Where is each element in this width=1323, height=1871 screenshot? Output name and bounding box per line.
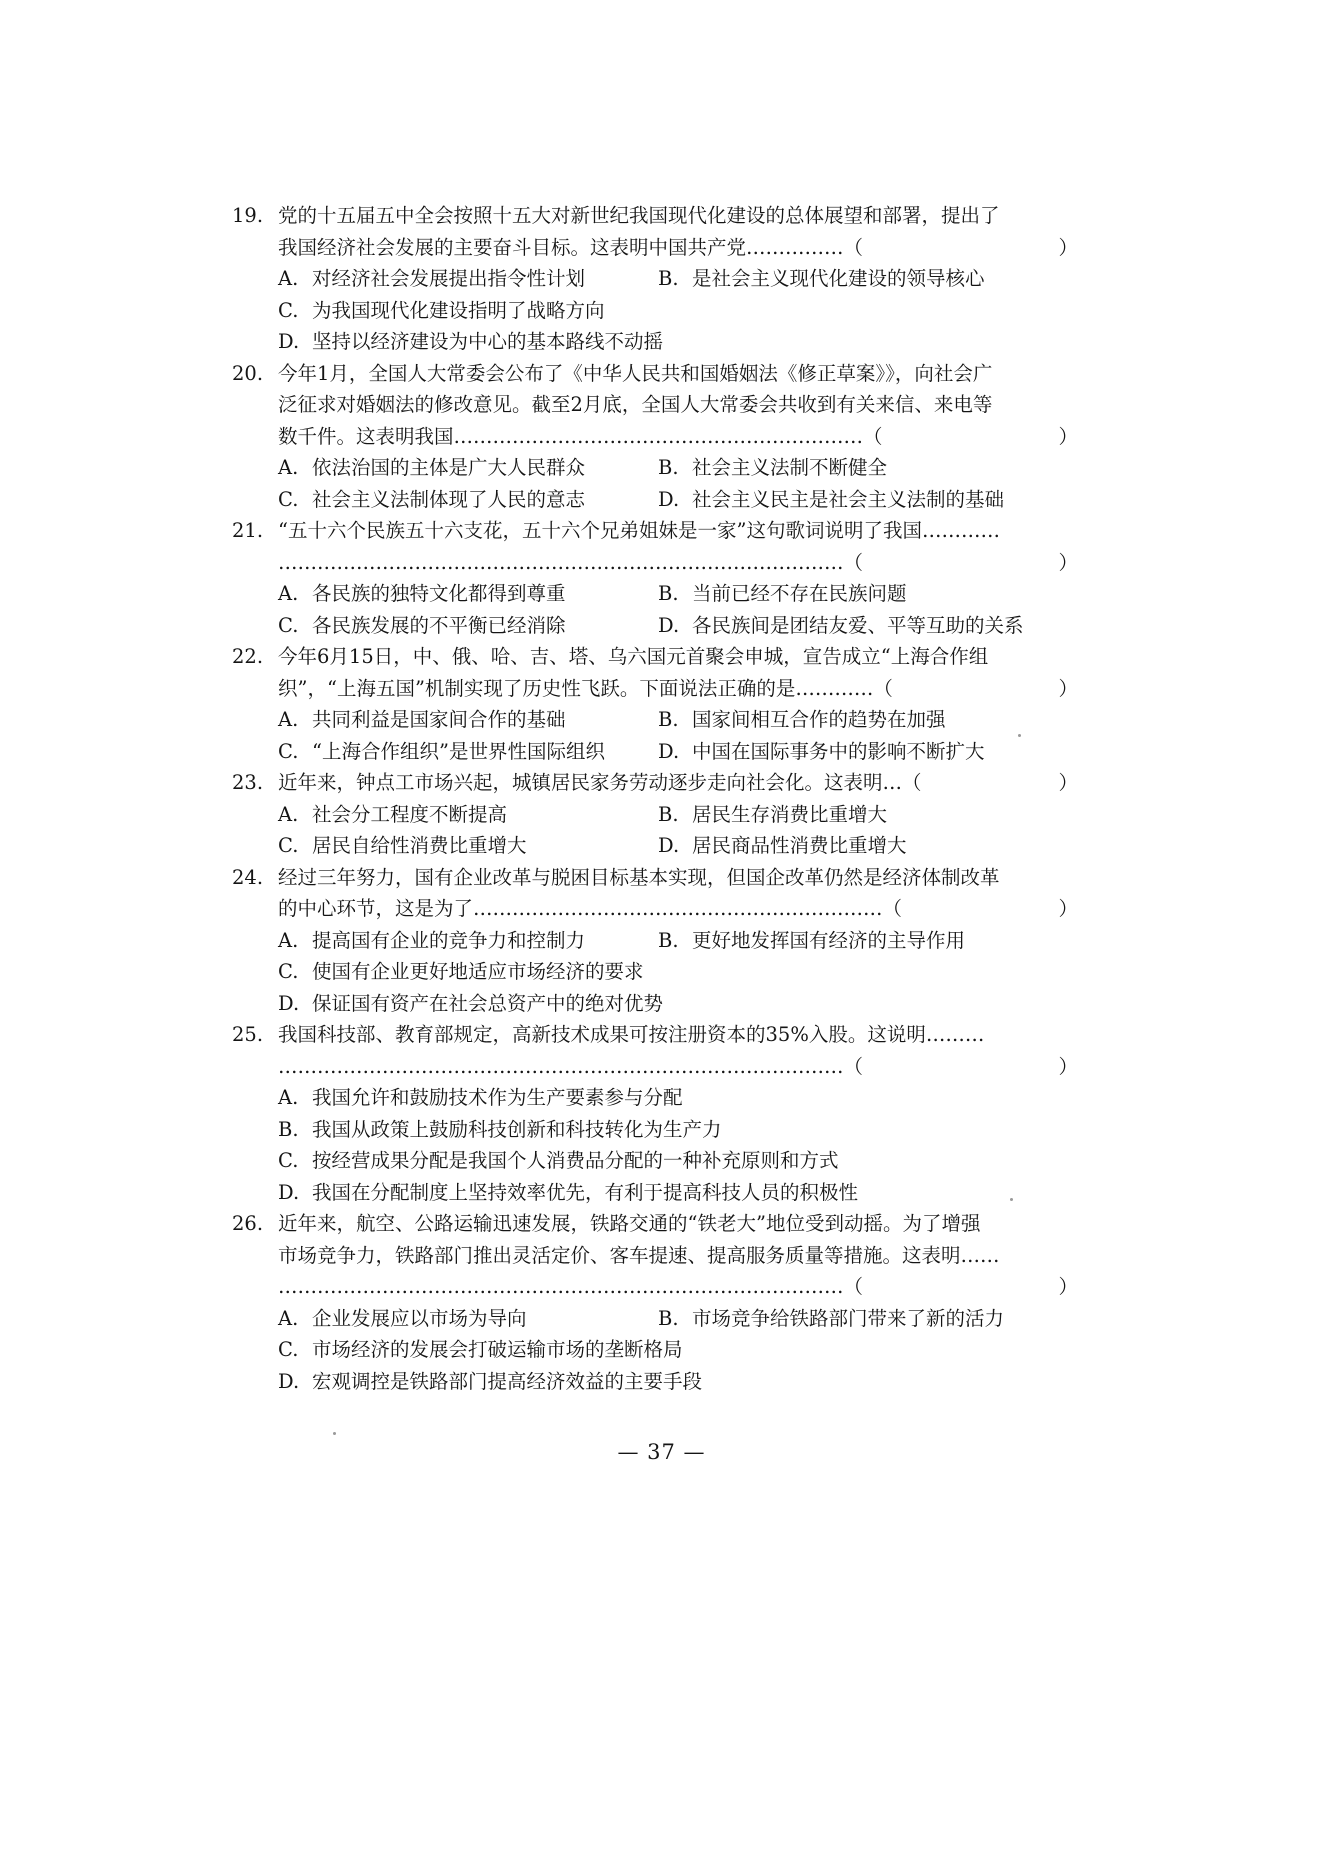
answer-bracket-close: ） [1058,676,1078,700]
option-text: 我国在分配制度上坚持效率优先，有利于提高科技人员的积极性 [312,1180,859,1204]
question-stem-line [232,515,1078,547]
option-label: C. [278,960,299,983]
option-row [278,956,1078,988]
question-stem-line [232,1240,1078,1272]
option-a [278,452,658,484]
option-label: A. [278,267,299,290]
scan-speck [1018,734,1021,737]
option-row [278,263,1078,295]
option-text: 宏观调控是铁路部门提高经济效益的主要手段 [312,1369,703,1393]
option-label: C. [278,613,299,637]
option-row [278,988,1078,1020]
option-d [278,988,663,1020]
question-text: 党的十五届五中全会按照十五大对新世纪我国现代化建设的总体展望和部署，提出了 [278,204,1000,227]
option-text: 是社会主义现代化建设的领导核心 [692,267,985,290]
option-label: A. [278,928,299,952]
option-label: D. [278,1180,300,1204]
question-number: 24. [232,865,264,889]
question-26 [232,1208,1078,1397]
option-d [278,1177,858,1209]
question-23 [232,767,1078,862]
question-stem-line [232,547,1078,579]
option-c [278,956,644,988]
option-label: C. [278,487,299,511]
question-number: 19. [232,204,264,227]
question-number: 25. [232,1023,264,1046]
question-21 [232,515,1078,641]
question-24 [232,862,1078,1020]
option-text: 我国允许和鼓励技术作为生产要素参与分配 [312,1086,683,1109]
option-label: A. [278,1306,299,1330]
option-c [278,1334,683,1366]
question-stem-line [232,1019,1078,1051]
option-list [232,452,1078,515]
option-row [278,799,1078,831]
option-row [278,736,1078,768]
question-text: 的中心环节，这是为了………………………………………………………（ [278,897,903,920]
option-label: B. [658,708,679,731]
option-text: 中国在国际事务中的影响不断扩大 [692,739,985,763]
option-text: 使国有企业更好地适应市场经济的要求 [312,960,644,983]
option-label: A. [278,802,299,826]
option-a [278,704,658,736]
option-text: 我国从政策上鼓励科技创新和科技转化为生产力 [312,1117,722,1141]
question-text: 近年来，钟点工市场兴起，城镇居民家务劳动逐步走向社会化。这表明…（ [278,771,922,794]
option-label: B. [278,1117,299,1141]
option-label: B. [658,267,679,290]
option-row [278,326,1078,358]
question-text: 今年1月，全国人大常委会公布了《中华人民共和国婚姻法《修正草案》》，向社会广 [278,361,993,385]
option-c [278,736,658,768]
option-b [658,799,887,831]
option-text: 社会分工程度不断提高 [312,802,508,826]
option-label: D. [278,1369,300,1393]
option-a [278,925,658,957]
option-text: 市场经济的发展会打破运输市场的垄断格局 [312,1338,683,1361]
option-label: A. [278,1086,299,1109]
option-label: C. [278,1338,299,1361]
option-text: 各民族的独特文化都得到尊重 [312,582,566,605]
option-row [278,1303,1078,1335]
question-25 [232,1019,1078,1208]
option-text: 居民生存消费比重增大 [692,802,888,826]
answer-bracket-close: ） [1058,424,1078,448]
option-d [658,484,1004,516]
question-text: 泛征求对婚姻法的修改意见。截至2月底，全国人大常委会共收到有关来信、来电等 [278,393,993,416]
option-list [232,1082,1078,1208]
option-a [278,1303,658,1335]
question-stem-line [232,1208,1078,1240]
option-list [232,925,1078,1020]
option-label: B. [658,582,679,605]
question-text: 数千件。这表明我国………………………………………………………（ [278,424,883,448]
answer-bracket-close: ） [1058,771,1078,794]
question-number: 23. [232,771,264,794]
option-label: D. [658,487,680,511]
option-label: B. [658,928,679,952]
question-text: 织”，“上海五国”机制实现了历史性飞跃。下面说法正确的是…………（ [278,676,893,700]
answer-bracket-close: ） [1058,550,1078,574]
answer-bracket-close: ） [1058,1275,1078,1298]
option-text: 企业发展应以市场为导向 [312,1306,527,1330]
option-row [278,484,1078,516]
option-d [658,736,985,768]
answer-bracket-close: ） [1058,1054,1078,1078]
option-row [278,1366,1078,1398]
question-text: 近年来，航空、公路运输迅速发展，铁路交通的“铁老大”地位受到动摇。为了增强 [278,1212,981,1235]
option-row [278,925,1078,957]
option-list [232,799,1078,862]
option-label: D. [658,613,680,637]
option-label: A. [278,708,299,731]
question-number: 20. [232,361,264,385]
option-d [658,610,1024,642]
option-b [658,578,907,610]
option-list [232,1303,1078,1398]
option-row [278,1334,1078,1366]
question-text: 市场竞争力，铁路部门推出灵活定价、客车提速、提高服务质量等措施。这表明…… [278,1243,1000,1267]
option-text: 保证国有资产在社会总资产中的绝对优势 [312,991,664,1015]
option-list [232,263,1078,358]
option-row [278,830,1078,862]
question-stem-line [232,767,1078,799]
option-b [658,704,946,736]
option-label: D. [278,991,300,1015]
option-d [278,1366,702,1398]
option-label: C. [278,1149,299,1172]
option-b [658,925,965,957]
option-label: B. [658,456,679,479]
question-text: 我国科技部、教育部规定，高新技术成果可按注册资本的35%入股。这说明……… [278,1023,985,1046]
option-text: 社会主义民主是社会主义法制的基础 [692,487,1005,511]
option-text: 提高国有企业的竞争力和控制力 [312,928,586,952]
option-list [232,578,1078,641]
option-text: 各民族发展的不平衡已经消除 [312,613,566,637]
question-number: 26. [232,1212,264,1235]
option-text: 居民自给性消费比重增大 [312,834,527,857]
option-label: B. [658,1306,679,1330]
question-stem-line [232,641,1078,673]
option-text: 社会主义法制不断健全 [692,456,888,479]
page-number: — 37 — [617,1440,706,1464]
option-b [658,263,985,295]
answer-bracket-close: ） [1058,235,1078,259]
question-text: 经过三年努力，国有企业改革与脱困目标基本实现，但国企改革仍然是经济体制改革 [278,865,1000,889]
option-a [278,263,658,295]
option-text: 为我国现代化建设指明了战略方向 [312,298,605,322]
question-text: “五十六个民族五十六支花，五十六个兄弟姐妹是一家”这句歌词说明了我国………… [278,519,1000,542]
question-stem-line [232,232,1078,264]
option-row [278,1082,1078,1114]
question-number: 22. [232,645,264,668]
option-label: C. [278,834,299,857]
answer-bracket-close: ） [1058,897,1078,920]
option-text: 按经营成果分配是我国个人消费品分配的一种补充原则和方式 [312,1149,839,1172]
option-row [278,578,1078,610]
option-row [278,1177,1078,1209]
question-stem-line [232,358,1078,390]
option-c [278,610,658,642]
question-22 [232,641,1078,767]
option-c [278,1145,839,1177]
question-19 [232,200,1078,358]
option-label: A. [278,456,299,479]
question-sheet [232,200,1078,1397]
option-text: 国家间相互合作的趋势在加强 [692,708,946,731]
question-text: ……………………………………………………………………………（ [278,1275,863,1298]
option-label: B. [658,802,679,826]
option-label: D. [278,330,300,353]
option-row [278,610,1078,642]
option-label: C. [278,298,299,322]
question-text: 今年6月15日，中、俄、哈、吉、塔、乌六国元首聚会申城，宣告成立“上海合作组 [278,645,989,668]
option-b [658,452,887,484]
option-row [278,704,1078,736]
question-stem-line [232,389,1078,421]
option-b [658,1303,1004,1335]
option-text: 更好地发挥国有经济的主导作用 [692,928,966,952]
option-row [278,452,1078,484]
option-text: 市场竞争给铁路部门带来了新的活力 [692,1306,1005,1330]
option-label: A. [278,582,299,605]
option-label: D. [658,834,680,857]
option-label: D. [658,739,680,763]
question-text: 我国经济社会发展的主要奋斗目标。这表明中国共产党……………（ [278,235,864,259]
question-stem-line [232,862,1078,894]
question-number: 21. [232,519,264,542]
option-text: 各民族间是团结友爱、平等互助的关系 [692,613,1024,637]
option-b [278,1114,722,1146]
option-text: 对经济社会发展提出指令性计划 [312,267,586,290]
question-stem-line [232,421,1078,453]
option-list [232,704,1078,767]
option-text: 社会主义法制体现了人民的意志 [312,487,586,511]
question-stem-line [232,673,1078,705]
option-text: 共同利益是国家间合作的基础 [312,708,566,731]
question-stem-line [232,200,1078,232]
scan-speck [1010,1198,1013,1201]
option-d [658,830,907,862]
scan-speck [333,1432,336,1435]
option-text: 当前已经不存在民族问题 [692,582,907,605]
option-a [278,1082,683,1114]
option-row [278,295,1078,327]
question-stem-line [232,1051,1078,1083]
option-label: C. [278,739,299,763]
option-row [278,1114,1078,1146]
option-c [278,295,605,327]
option-text: 坚持以经济建设为中心的基本路线不动摇 [312,330,664,353]
option-d [278,326,663,358]
option-a [278,578,658,610]
question-20 [232,358,1078,516]
question-stem-line [232,893,1078,925]
option-text: 依法治国的主体是广大人民群众 [312,456,586,479]
option-c [278,484,658,516]
question-stem-line [232,1271,1078,1303]
question-text: ……………………………………………………………………………（ [278,550,863,574]
option-c [278,830,658,862]
option-text: 居民商品性消费比重增大 [692,834,907,857]
question-text: ……………………………………………………………………………（ [278,1054,863,1078]
option-row [278,1145,1078,1177]
option-text: “上海合作组织”是世界性国际组织 [312,739,605,763]
option-a [278,799,658,831]
